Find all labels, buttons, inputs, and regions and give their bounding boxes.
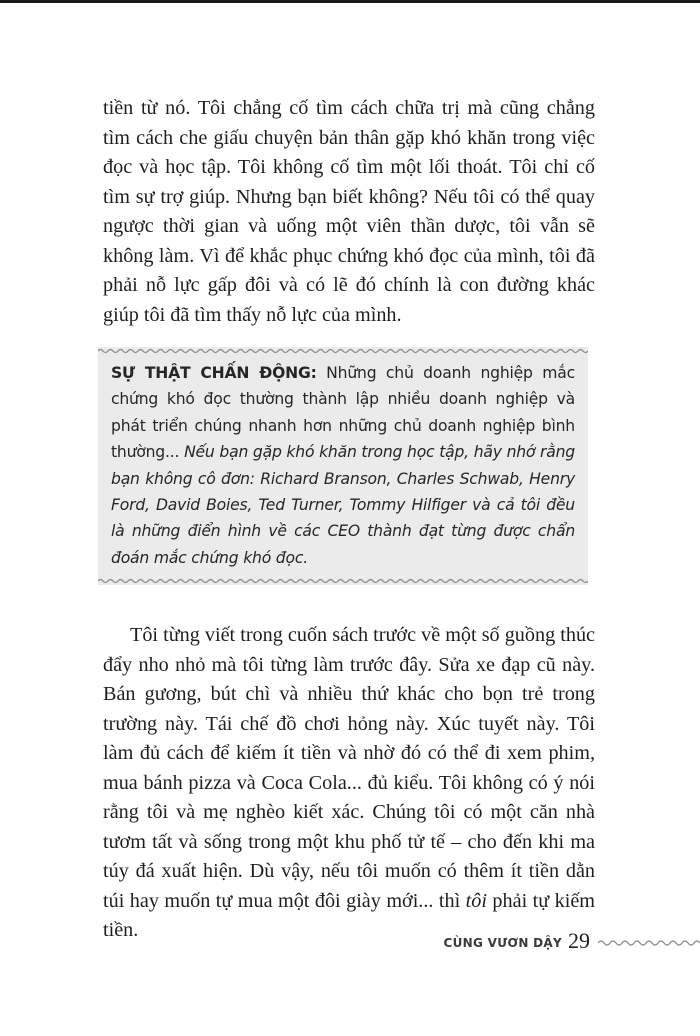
page-number: 29 bbox=[568, 928, 590, 953]
paragraph-2-ending: phải tự kiếm tiền. bbox=[103, 889, 595, 941]
paragraph-2-emphasis: tôi bbox=[465, 889, 487, 912]
body-paragraph-2 bbox=[103, 621, 595, 946]
fact-body: Những chủ doanh nghiệp mắc chứng khó đọc thường thành lập nhiều doanh nghiệp và phát triển chúng nhanh hơn những chủ doanh nghiệp bình thường... bbox=[111, 364, 575, 462]
body-paragraph-1: tiền từ nó. Tôi chẳng cố tìm cách chữa trị mà cũng chẳng tìm cách che giấu chuyện bản thân gặp khó khăn trong việc đọc và học tập. Tôi không cố tìm một lối thoát. Tôi chỉ cố tìm sự trợ giúp. Nhưng bạn biết không? Nếu tôi có thể quay ngược thời gian và uống một viên thần dược, tôi vẫn sẽ không làm. Vì để khắc phục chứng khó đọc của mình, tôi đã phải nỗ lực gấp đôi và có lẽ đó chính là con đường khác giúp tôi đã tìm thấy nỗ lực của mình. bbox=[103, 97, 595, 326]
top-border-rule bbox=[0, 0, 700, 3]
wavy-border-bottom bbox=[98, 577, 588, 585]
page-footer bbox=[0, 924, 700, 964]
fact-text bbox=[111, 360, 575, 571]
wavy-border-top bbox=[98, 347, 588, 355]
paragraph-2-text: Tôi từng viết trong cuốn sách trước về một số guồng thúc đẩy nho nhỏ mà tôi từng làm trước đây. Sửa xe đạp cũ này. Bán gương, bút chì và nhiều thứ khác cho bọn trẻ trong trường này. Tái chế đồ chơi hỏng này. Xúc tuyết này. Tôi làm đủ cách để kiếm ít tiền và nhờ đó có thể đi xem phim, mua bánh pizza và Coca Cola... đủ kiểu. Tôi không có ý nói rằng tôi và mẹ nghèo kiết xác. Chúng tôi có một căn nhà tươm tất và sống trong một khu phố tử tế – cho đến khi ma túy đá xuất hiện. Dù vậy, nếu tôi muốn có thêm ít tiền dằn túi hay muốn tự mua một đôi giày mới... thì bbox=[103, 624, 595, 912]
fact-label: SỰ THẬT CHẤN ĐỘNG: bbox=[111, 364, 317, 382]
fact-callout-box bbox=[98, 347, 588, 585]
footer-wave-ornament bbox=[598, 938, 700, 948]
fact-italic-body: Nếu bạn gặp khó khăn trong học tập, hãy nhớ rằng bạn không cô đơn: Richard Branson, Charles Schwab, Henry Ford, David Boies, Ted Turner, Tommy Hilfiger và cả tôi đều là những điển hình về các CEO thành đạt từng được chẩn đoán mắc chứng khó đọc. bbox=[111, 443, 576, 567]
running-title: CÙNG VƯƠN DẬY bbox=[443, 936, 562, 950]
